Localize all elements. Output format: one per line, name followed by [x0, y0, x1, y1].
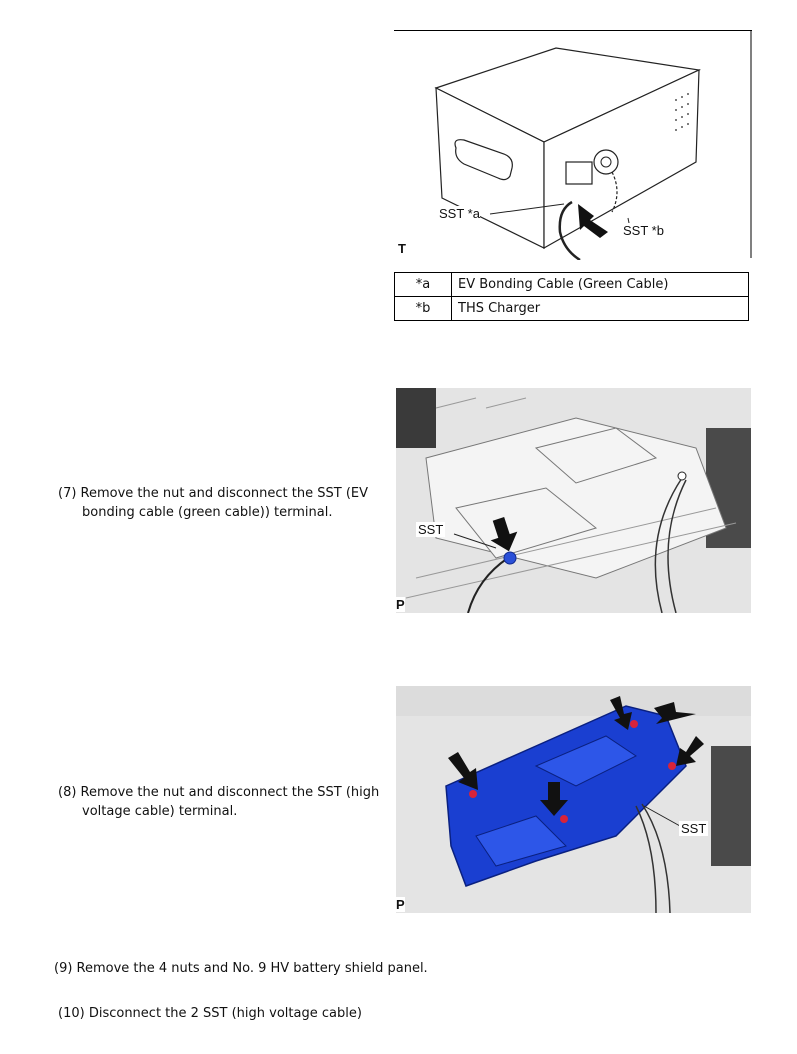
figure-bonding-cable-terminal: [396, 388, 751, 613]
step-8-line1: (8) Remove the nut and disconnect the SST (high: [58, 785, 380, 800]
label-sst: SST: [418, 522, 444, 537]
legend-key: *a: [395, 273, 452, 297]
legend-description: THS Charger: [452, 297, 749, 321]
step-10: [58, 1004, 658, 1023]
label-sst: SST: [681, 821, 707, 836]
figure-corner-letter: P: [396, 597, 405, 612]
step-7: [58, 484, 388, 522]
legend-key: *b: [395, 297, 452, 321]
label-sst-b: SST *b: [623, 223, 664, 238]
step-7-line2: bonding cable (green cable)) terminal.: [82, 505, 333, 520]
table-row: [395, 273, 749, 297]
step-8-line2: voltage cable) terminal.: [82, 804, 238, 819]
shield-panel-illustration: [396, 686, 751, 913]
charger-illustration: [394, 30, 752, 260]
figure-corner-letter: T: [398, 241, 406, 256]
legend-description: EV Bonding Cable (Green Cable): [452, 273, 749, 297]
step-8: [58, 783, 393, 821]
step-10-line1: (10) Disconnect the 2 SST (high voltage cable): [58, 1006, 362, 1021]
table-row: [395, 297, 749, 321]
figure-corner-letter: P: [396, 897, 405, 912]
figure-ths-charger: [394, 30, 752, 260]
figure-shield-panel: [396, 686, 751, 913]
step-7-line1: (7) Remove the nut and disconnect the SST (EV: [58, 486, 369, 501]
step-9: [54, 959, 654, 978]
step-9-line1: (9) Remove the 4 nuts and No. 9 HV battery shield panel.: [54, 961, 428, 976]
legend-table: [394, 272, 749, 321]
label-sst-a: SST *a: [439, 206, 480, 221]
bonding-terminal-illustration: [396, 388, 751, 613]
